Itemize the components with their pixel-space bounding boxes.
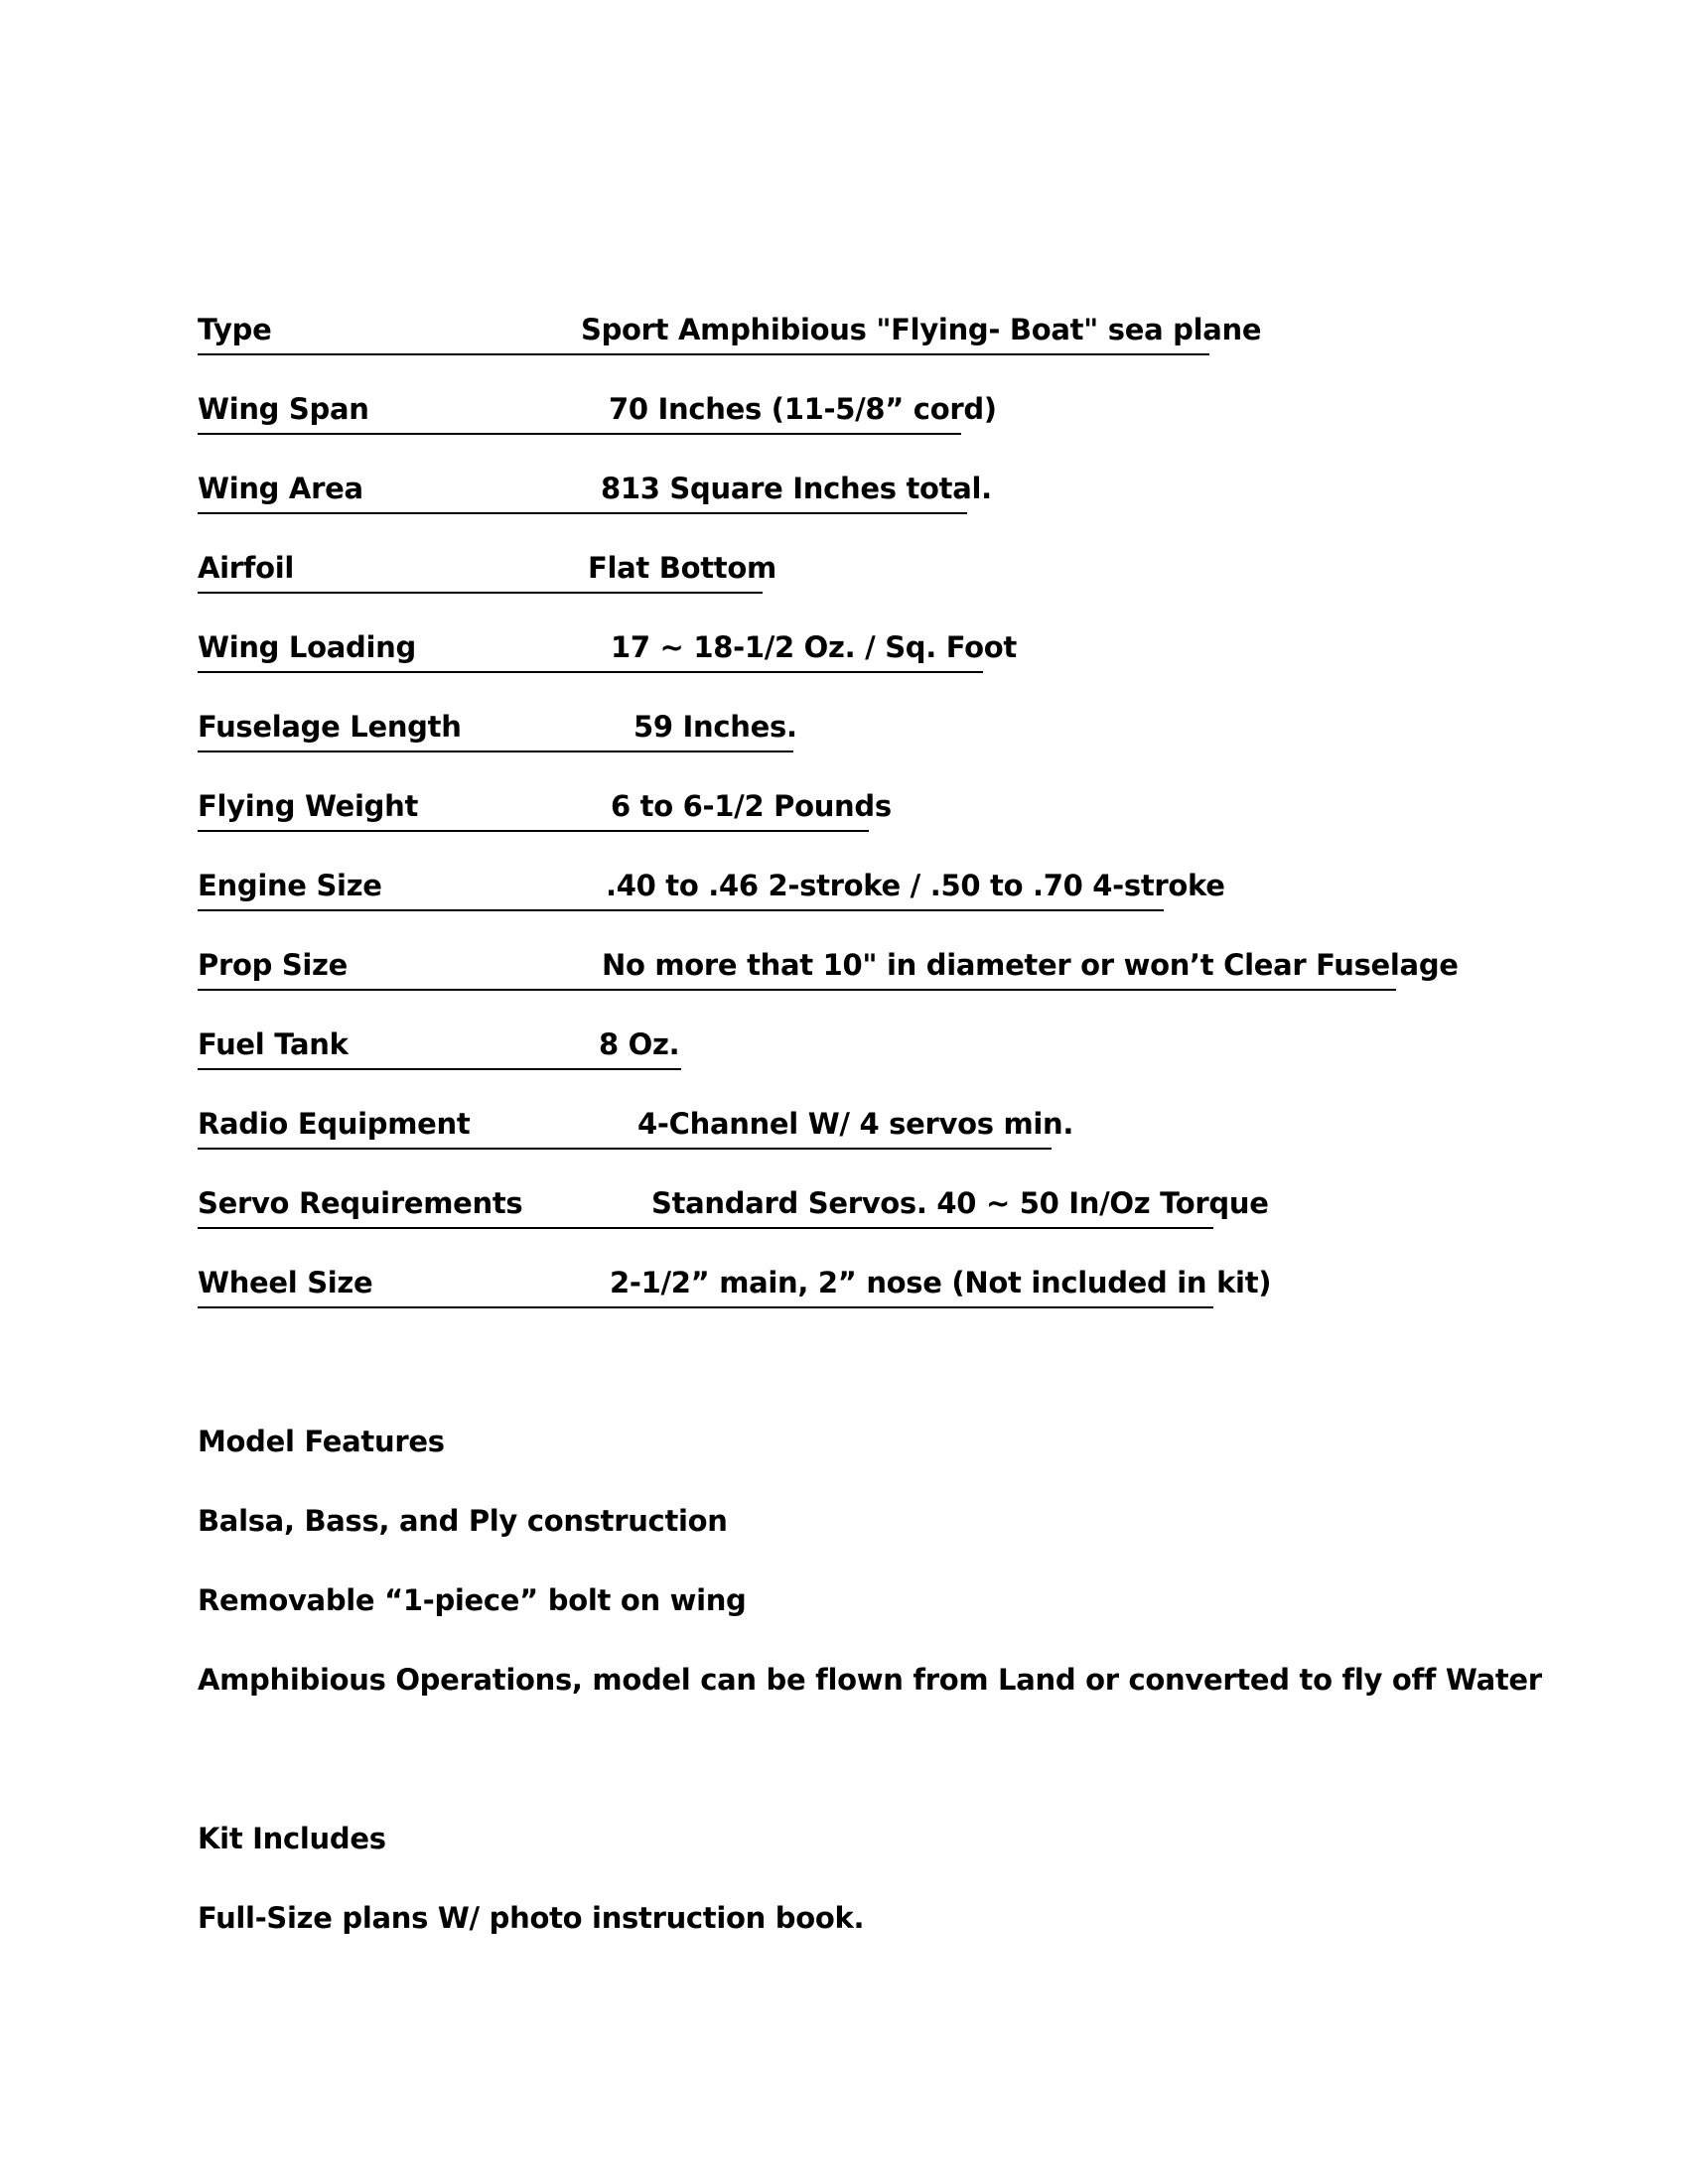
spec-row-airfoil — [198, 548, 776, 594]
spec-row-wing-loading — [198, 627, 1017, 673]
spec-label: Prop Size — [198, 948, 349, 982]
spec-value: 4-Channel W/ 4 servos min. — [637, 1107, 1074, 1141]
spec-value: 70 Inches (11-5/8” cord) — [609, 392, 997, 426]
spec-row-prop-size — [198, 945, 1459, 991]
spec-value: Sport Amphibious "Flying- Boat" sea plane — [581, 313, 1262, 346]
feature-item: Balsa, Bass, and Ply construction — [198, 1504, 728, 1538]
kit-item: Full-Size plans W/ photo instruction book. — [198, 1901, 865, 1935]
spec-value: 59 Inches. — [633, 710, 797, 744]
spec-value: Flat Bottom — [588, 551, 776, 585]
spec-value: 2-1/2” main, 2” nose (Not included in kit) — [610, 1266, 1272, 1299]
spec-value: .40 to .46 2-stroke / .50 to .70 4-stroke — [606, 869, 1225, 902]
spec-label: Wing Span — [198, 392, 369, 426]
spec-label: Wheel Size — [198, 1266, 373, 1299]
features-heading: Model Features — [198, 1425, 445, 1458]
spec-row-engine-size — [198, 866, 1225, 911]
spec-row-fuselage-length — [198, 707, 797, 752]
spec-value: 8 Oz. — [599, 1027, 680, 1061]
spec-label: Radio Equipment — [198, 1107, 471, 1141]
spec-value: No more that 10" in diameter or won’t Clear Fuselage — [602, 948, 1459, 982]
spec-row-radio-equipment — [198, 1104, 1074, 1150]
spec-label: Type — [198, 313, 272, 346]
spec-value: 813 Square Inches total. — [601, 472, 992, 505]
spec-label: Servo Requirements — [198, 1186, 523, 1220]
spec-row-fuel-tank — [198, 1024, 681, 1070]
spec-label: Fuel Tank — [198, 1027, 349, 1061]
spec-label: Engine Size — [198, 869, 382, 902]
feature-item: Removable “1-piece” bolt on wing — [198, 1583, 747, 1617]
kit-heading: Kit Includes — [198, 1822, 386, 1855]
spec-row-type — [198, 310, 1262, 355]
spec-row-wheel-size — [198, 1263, 1272, 1308]
spec-row-servo-requirements — [198, 1183, 1269, 1229]
spec-label: Wing Area — [198, 472, 363, 505]
feature-item: Amphibious Operations, model can be flown from Land or converted to fly off Water — [198, 1663, 1542, 1697]
spec-value: 17 ~ 18-1/2 Oz. / Sq. Foot — [611, 630, 1017, 664]
spec-value: 6 to 6-1/2 Pounds — [611, 789, 892, 823]
spec-label: Airfoil — [198, 551, 295, 585]
spec-row-flying-weight — [198, 786, 892, 832]
spec-row-wing-span — [198, 389, 997, 435]
spec-label: Fuselage Length — [198, 710, 462, 744]
spec-value: Standard Servos. 40 ~ 50 In/Oz Torque — [651, 1186, 1269, 1220]
spec-label: Wing Loading — [198, 630, 416, 664]
spec-label: Flying Weight — [198, 789, 419, 823]
spec-row-wing-area — [198, 469, 992, 514]
